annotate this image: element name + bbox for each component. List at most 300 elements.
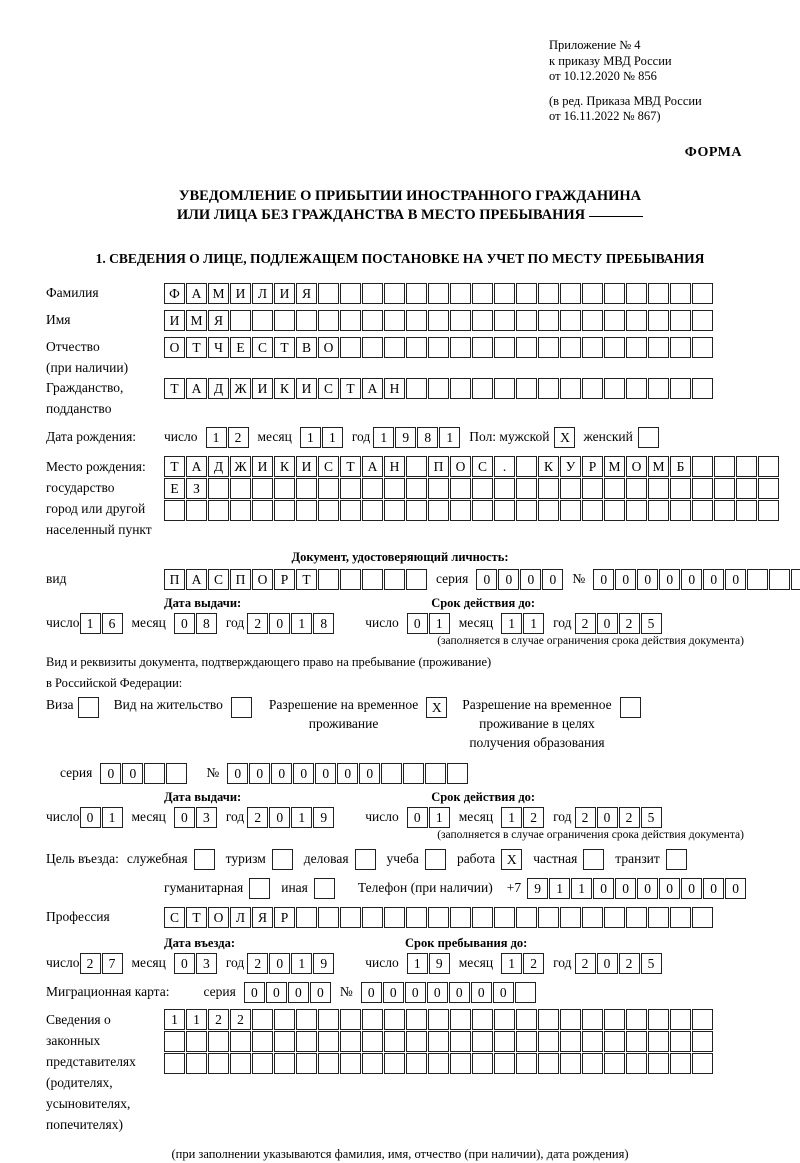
char-cell[interactable] <box>472 1031 493 1052</box>
char-cell[interactable] <box>494 337 515 358</box>
char-cell[interactable] <box>340 1053 361 1074</box>
citizenship-input[interactable] <box>164 378 714 399</box>
char-cell[interactable] <box>494 500 515 521</box>
char-cell[interactable] <box>538 378 559 399</box>
legal-reps-row-3[interactable] <box>164 1053 714 1074</box>
char-cell[interactable]: Я <box>208 310 229 331</box>
char-cell[interactable] <box>428 310 449 331</box>
char-cell[interactable] <box>296 907 317 928</box>
char-cell[interactable] <box>692 1009 713 1030</box>
char-cell[interactable] <box>230 1031 251 1052</box>
char-cell[interactable] <box>230 310 251 331</box>
char-cell[interactable] <box>604 478 625 499</box>
surname-input[interactable] <box>164 283 714 304</box>
char-cell[interactable]: 0 <box>293 763 314 784</box>
char-cell[interactable]: 9 <box>527 878 548 899</box>
char-cell[interactable]: 0 <box>407 807 428 828</box>
char-cell[interactable]: С <box>318 456 339 477</box>
char-cell[interactable] <box>340 337 361 358</box>
char-cell[interactable] <box>296 1009 317 1030</box>
char-cell[interactable] <box>648 907 669 928</box>
char-cell[interactable] <box>516 907 537 928</box>
char-cell[interactable] <box>692 1053 713 1074</box>
char-cell[interactable]: 1 <box>80 613 101 634</box>
char-cell[interactable]: 7 <box>102 953 123 974</box>
char-cell[interactable] <box>252 478 273 499</box>
char-cell[interactable] <box>428 1009 449 1030</box>
char-cell[interactable] <box>362 907 383 928</box>
legal-reps-row-1[interactable] <box>164 1009 714 1030</box>
char-cell[interactable]: А <box>186 378 207 399</box>
char-cell[interactable] <box>428 337 449 358</box>
char-cell[interactable]: С <box>208 569 229 590</box>
char-cell[interactable]: 9 <box>313 953 334 974</box>
char-cell[interactable] <box>406 337 427 358</box>
char-cell[interactable] <box>384 283 405 304</box>
char-cell[interactable] <box>648 1009 669 1030</box>
char-cell[interactable] <box>670 310 691 331</box>
char-cell[interactable] <box>78 697 99 718</box>
stay-issue-year-input[interactable] <box>247 807 335 828</box>
char-cell[interactable]: М <box>186 310 207 331</box>
char-cell[interactable]: 0 <box>122 763 143 784</box>
char-cell[interactable] <box>692 500 713 521</box>
char-cell[interactable] <box>560 500 581 521</box>
char-cell[interactable]: 2 <box>247 613 268 634</box>
char-cell[interactable]: М <box>208 283 229 304</box>
char-cell[interactable]: 0 <box>725 878 746 899</box>
stay-series-input[interactable] <box>100 763 188 784</box>
char-cell[interactable] <box>274 310 295 331</box>
char-cell[interactable]: Ф <box>164 283 185 304</box>
stay-issue-day-input[interactable] <box>80 807 124 828</box>
char-cell[interactable] <box>516 310 537 331</box>
char-cell[interactable] <box>538 1009 559 1030</box>
char-cell[interactable] <box>620 697 641 718</box>
char-cell[interactable] <box>472 478 493 499</box>
char-cell[interactable] <box>516 500 537 521</box>
char-cell[interactable] <box>604 500 625 521</box>
char-cell[interactable] <box>692 378 713 399</box>
char-cell[interactable]: 0 <box>681 569 702 590</box>
char-cell[interactable]: 1 <box>501 953 522 974</box>
char-cell[interactable]: 2 <box>619 613 640 634</box>
char-cell[interactable] <box>274 1053 295 1074</box>
temp-residence-checkbox[interactable] <box>426 697 448 718</box>
stay-valid-year-input[interactable] <box>575 807 663 828</box>
char-cell[interactable]: 2 <box>619 807 640 828</box>
purpose-checkbox-0[interactable] <box>194 849 215 870</box>
char-cell[interactable] <box>758 456 779 477</box>
char-cell[interactable] <box>274 1031 295 1052</box>
char-cell[interactable] <box>648 1031 669 1052</box>
identity-valid-year-input[interactable] <box>575 613 663 634</box>
char-cell[interactable]: 1 <box>523 613 544 634</box>
char-cell[interactable]: 1 <box>322 427 343 448</box>
char-cell[interactable] <box>516 1053 537 1074</box>
char-cell[interactable]: . <box>494 456 515 477</box>
char-cell[interactable] <box>648 283 669 304</box>
char-cell[interactable]: 0 <box>383 982 404 1003</box>
char-cell[interactable]: 2 <box>228 427 249 448</box>
char-cell[interactable] <box>164 1031 185 1052</box>
char-cell[interactable]: 5 <box>641 613 662 634</box>
char-cell[interactable] <box>384 337 405 358</box>
char-cell[interactable]: 3 <box>196 807 217 828</box>
char-cell[interactable] <box>626 907 647 928</box>
char-cell[interactable] <box>252 500 273 521</box>
name-input[interactable] <box>164 310 714 331</box>
char-cell[interactable] <box>450 1031 471 1052</box>
char-cell[interactable] <box>736 456 757 477</box>
char-cell[interactable] <box>472 378 493 399</box>
char-cell[interactable] <box>494 1053 515 1074</box>
char-cell[interactable]: 1 <box>571 878 592 899</box>
char-cell[interactable] <box>403 763 424 784</box>
residence-permit-checkbox[interactable] <box>231 697 253 718</box>
char-cell[interactable] <box>318 1053 339 1074</box>
char-cell[interactable] <box>425 763 446 784</box>
char-cell[interactable]: 2 <box>208 1009 229 1030</box>
birth-day-input[interactable] <box>206 427 250 448</box>
char-cell[interactable] <box>692 456 713 477</box>
char-cell[interactable]: 2 <box>619 953 640 974</box>
char-cell[interactable] <box>582 310 603 331</box>
char-cell[interactable] <box>318 569 339 590</box>
char-cell[interactable] <box>428 378 449 399</box>
char-cell[interactable] <box>604 907 625 928</box>
char-cell[interactable] <box>318 1031 339 1052</box>
char-cell[interactable] <box>582 1053 603 1074</box>
char-cell[interactable]: 2 <box>575 807 596 828</box>
char-cell[interactable]: 2 <box>80 953 101 974</box>
char-cell[interactable] <box>670 907 691 928</box>
char-cell[interactable] <box>231 697 252 718</box>
char-cell[interactable] <box>208 1031 229 1052</box>
purpose-checkbox-6[interactable] <box>666 849 687 870</box>
char-cell[interactable] <box>626 1053 647 1074</box>
char-cell[interactable] <box>186 500 207 521</box>
char-cell[interactable]: Я <box>296 283 317 304</box>
char-cell[interactable] <box>560 1009 581 1030</box>
char-cell[interactable] <box>472 1053 493 1074</box>
char-cell[interactable] <box>274 1009 295 1030</box>
char-cell[interactable]: Т <box>186 337 207 358</box>
char-cell[interactable] <box>582 378 603 399</box>
char-cell[interactable]: Н <box>384 378 405 399</box>
char-cell[interactable]: 0 <box>174 807 195 828</box>
char-cell[interactable] <box>604 1053 625 1074</box>
char-cell[interactable]: 0 <box>269 953 290 974</box>
char-cell[interactable]: 0 <box>174 953 195 974</box>
char-cell[interactable]: Т <box>296 569 317 590</box>
entry-month-input[interactable] <box>174 953 218 974</box>
char-cell[interactable] <box>428 283 449 304</box>
identity-kind-input[interactable] <box>164 569 428 590</box>
char-cell[interactable] <box>428 907 449 928</box>
char-cell[interactable] <box>560 378 581 399</box>
char-cell[interactable]: П <box>230 569 251 590</box>
char-cell[interactable]: 0 <box>681 878 702 899</box>
char-cell[interactable]: 0 <box>703 878 724 899</box>
char-cell[interactable] <box>714 500 735 521</box>
char-cell[interactable] <box>560 478 581 499</box>
profession-input[interactable] <box>164 907 714 928</box>
char-cell[interactable]: Ж <box>230 378 251 399</box>
char-cell[interactable]: Х <box>554 427 575 448</box>
char-cell[interactable]: 0 <box>405 982 426 1003</box>
char-cell[interactable]: 0 <box>597 807 618 828</box>
char-cell[interactable]: 1 <box>549 878 570 899</box>
char-cell[interactable]: И <box>296 456 317 477</box>
char-cell[interactable]: 0 <box>597 953 618 974</box>
char-cell[interactable] <box>252 1009 273 1030</box>
char-cell[interactable] <box>670 1031 691 1052</box>
char-cell[interactable]: 0 <box>271 763 292 784</box>
char-cell[interactable] <box>736 478 757 499</box>
birthplace-row-3[interactable] <box>164 500 780 521</box>
char-cell[interactable] <box>318 1009 339 1030</box>
purpose-checkbox-1[interactable] <box>272 849 293 870</box>
char-cell[interactable]: О <box>252 569 273 590</box>
char-cell[interactable]: И <box>164 310 185 331</box>
char-cell[interactable]: Ч <box>208 337 229 358</box>
char-cell[interactable] <box>538 907 559 928</box>
char-cell[interactable] <box>472 907 493 928</box>
char-cell[interactable] <box>296 500 317 521</box>
char-cell[interactable] <box>714 456 735 477</box>
char-cell[interactable] <box>428 478 449 499</box>
char-cell[interactable]: 1 <box>407 953 428 974</box>
char-cell[interactable] <box>604 310 625 331</box>
sex-male-checkbox[interactable] <box>554 427 576 448</box>
char-cell[interactable]: Д <box>208 456 229 477</box>
char-cell[interactable]: 1 <box>291 807 312 828</box>
char-cell[interactable]: З <box>186 478 207 499</box>
char-cell[interactable]: Е <box>230 337 251 358</box>
char-cell[interactable] <box>648 378 669 399</box>
char-cell[interactable] <box>494 378 515 399</box>
char-cell[interactable] <box>450 1009 471 1030</box>
char-cell[interactable] <box>747 569 768 590</box>
char-cell[interactable] <box>714 478 735 499</box>
char-cell[interactable] <box>428 500 449 521</box>
char-cell[interactable] <box>472 283 493 304</box>
char-cell[interactable]: 0 <box>659 878 680 899</box>
char-cell[interactable] <box>230 500 251 521</box>
char-cell[interactable]: Л <box>252 283 273 304</box>
char-cell[interactable] <box>538 310 559 331</box>
stay-valid-day-input[interactable] <box>407 807 451 828</box>
char-cell[interactable] <box>516 456 537 477</box>
char-cell[interactable] <box>582 907 603 928</box>
char-cell[interactable] <box>450 500 471 521</box>
char-cell[interactable] <box>494 478 515 499</box>
char-cell[interactable] <box>560 1031 581 1052</box>
char-cell[interactable] <box>362 337 383 358</box>
char-cell[interactable]: 2 <box>247 807 268 828</box>
char-cell[interactable]: 9 <box>429 953 450 974</box>
char-cell[interactable]: 8 <box>313 613 334 634</box>
stay-valid-month-input[interactable] <box>501 807 545 828</box>
char-cell[interactable] <box>406 456 427 477</box>
char-cell[interactable] <box>406 378 427 399</box>
birthplace-row-2[interactable] <box>164 478 780 499</box>
char-cell[interactable] <box>604 283 625 304</box>
char-cell[interactable] <box>516 337 537 358</box>
char-cell[interactable]: 0 <box>266 982 287 1003</box>
char-cell[interactable] <box>296 1031 317 1052</box>
purpose-checkbox-5[interactable] <box>583 849 604 870</box>
char-cell[interactable]: 1 <box>429 807 450 828</box>
char-cell[interactable] <box>318 478 339 499</box>
char-cell[interactable] <box>406 283 427 304</box>
identity-series-input[interactable] <box>476 569 564 590</box>
char-cell[interactable]: 2 <box>575 953 596 974</box>
char-cell[interactable]: 0 <box>449 982 470 1003</box>
char-cell[interactable]: 5 <box>641 953 662 974</box>
char-cell[interactable]: 0 <box>659 569 680 590</box>
char-cell[interactable] <box>340 1009 361 1030</box>
char-cell[interactable] <box>516 283 537 304</box>
char-cell[interactable]: 0 <box>637 569 658 590</box>
char-cell[interactable] <box>648 478 669 499</box>
char-cell[interactable] <box>384 500 405 521</box>
char-cell[interactable] <box>296 478 317 499</box>
char-cell[interactable] <box>670 1053 691 1074</box>
char-cell[interactable]: С <box>164 907 185 928</box>
char-cell[interactable]: 0 <box>498 569 519 590</box>
char-cell[interactable] <box>538 478 559 499</box>
char-cell[interactable]: 0 <box>269 807 290 828</box>
char-cell[interactable]: 0 <box>427 982 448 1003</box>
stay-number-input[interactable] <box>227 763 469 784</box>
char-cell[interactable]: Т <box>340 456 361 477</box>
char-cell[interactable] <box>538 283 559 304</box>
migration-series-input[interactable] <box>244 982 332 1003</box>
char-cell[interactable]: 3 <box>196 953 217 974</box>
stay-until-month-input[interactable] <box>501 953 545 974</box>
char-cell[interactable]: А <box>362 456 383 477</box>
char-cell[interactable] <box>406 310 427 331</box>
char-cell[interactable] <box>144 763 165 784</box>
char-cell[interactable] <box>626 283 647 304</box>
char-cell[interactable] <box>626 337 647 358</box>
visa-checkbox[interactable] <box>78 697 100 718</box>
entry-day-input[interactable] <box>80 953 124 974</box>
birthplace-row-1[interactable] <box>164 456 780 477</box>
char-cell[interactable]: 0 <box>476 569 497 590</box>
char-cell[interactable] <box>692 337 713 358</box>
char-cell[interactable] <box>450 283 471 304</box>
char-cell[interactable]: Б <box>670 456 691 477</box>
purpose-checkbox-2[interactable] <box>355 849 376 870</box>
char-cell[interactable] <box>384 478 405 499</box>
char-cell[interactable]: 0 <box>703 569 724 590</box>
char-cell[interactable] <box>252 310 273 331</box>
char-cell[interactable] <box>450 310 471 331</box>
char-cell[interactable]: 1 <box>501 613 522 634</box>
char-cell[interactable]: Т <box>274 337 295 358</box>
char-cell[interactable] <box>428 1031 449 1052</box>
char-cell[interactable] <box>626 478 647 499</box>
char-cell[interactable] <box>472 1009 493 1030</box>
char-cell[interactable]: М <box>648 456 669 477</box>
char-cell[interactable]: 1 <box>164 1009 185 1030</box>
char-cell[interactable] <box>582 1009 603 1030</box>
char-cell[interactable]: 0 <box>471 982 492 1003</box>
char-cell[interactable] <box>791 569 800 590</box>
char-cell[interactable]: О <box>450 456 471 477</box>
char-cell[interactable]: 0 <box>593 878 614 899</box>
char-cell[interactable]: 9 <box>395 427 416 448</box>
char-cell[interactable] <box>362 283 383 304</box>
char-cell[interactable]: С <box>318 378 339 399</box>
char-cell[interactable]: М <box>604 456 625 477</box>
char-cell[interactable] <box>582 500 603 521</box>
char-cell[interactable]: 0 <box>520 569 541 590</box>
purpose-checkbox-3[interactable] <box>425 849 446 870</box>
char-cell[interactable] <box>472 310 493 331</box>
char-cell[interactable] <box>252 1053 273 1074</box>
char-cell[interactable]: 1 <box>300 427 321 448</box>
char-cell[interactable]: Т <box>186 907 207 928</box>
char-cell[interactable] <box>648 1053 669 1074</box>
char-cell[interactable]: И <box>252 378 273 399</box>
char-cell[interactable]: С <box>472 456 493 477</box>
char-cell[interactable]: С <box>252 337 273 358</box>
char-cell[interactable] <box>769 569 790 590</box>
char-cell[interactable]: Т <box>340 378 361 399</box>
char-cell[interactable]: О <box>626 456 647 477</box>
char-cell[interactable] <box>362 1053 383 1074</box>
identity-issue-day-input[interactable] <box>80 613 124 634</box>
char-cell[interactable] <box>340 500 361 521</box>
char-cell[interactable]: 0 <box>542 569 563 590</box>
char-cell[interactable] <box>604 1031 625 1052</box>
char-cell[interactable]: 1 <box>102 807 123 828</box>
char-cell[interactable] <box>208 500 229 521</box>
char-cell[interactable] <box>340 283 361 304</box>
char-cell[interactable] <box>516 1031 537 1052</box>
char-cell[interactable]: 1 <box>186 1009 207 1030</box>
char-cell[interactable] <box>450 907 471 928</box>
identity-valid-day-input[interactable] <box>407 613 451 634</box>
char-cell[interactable] <box>318 500 339 521</box>
char-cell[interactable]: И <box>296 378 317 399</box>
char-cell[interactable]: Д <box>208 378 229 399</box>
char-cell[interactable]: 0 <box>249 763 270 784</box>
char-cell[interactable]: 0 <box>337 763 358 784</box>
char-cell[interactable] <box>318 310 339 331</box>
char-cell[interactable] <box>494 907 515 928</box>
char-cell[interactable] <box>648 500 669 521</box>
char-cell[interactable] <box>626 378 647 399</box>
char-cell[interactable]: Я <box>252 907 273 928</box>
char-cell[interactable]: Л <box>230 907 251 928</box>
char-cell[interactable]: П <box>164 569 185 590</box>
char-cell[interactable]: О <box>318 337 339 358</box>
identity-valid-month-input[interactable] <box>501 613 545 634</box>
char-cell[interactable] <box>340 310 361 331</box>
char-cell[interactable]: В <box>296 337 317 358</box>
char-cell[interactable]: А <box>186 456 207 477</box>
char-cell[interactable] <box>670 337 691 358</box>
char-cell[interactable] <box>560 907 581 928</box>
entry-year-input[interactable] <box>247 953 335 974</box>
char-cell[interactable] <box>648 310 669 331</box>
char-cell[interactable]: И <box>252 456 273 477</box>
